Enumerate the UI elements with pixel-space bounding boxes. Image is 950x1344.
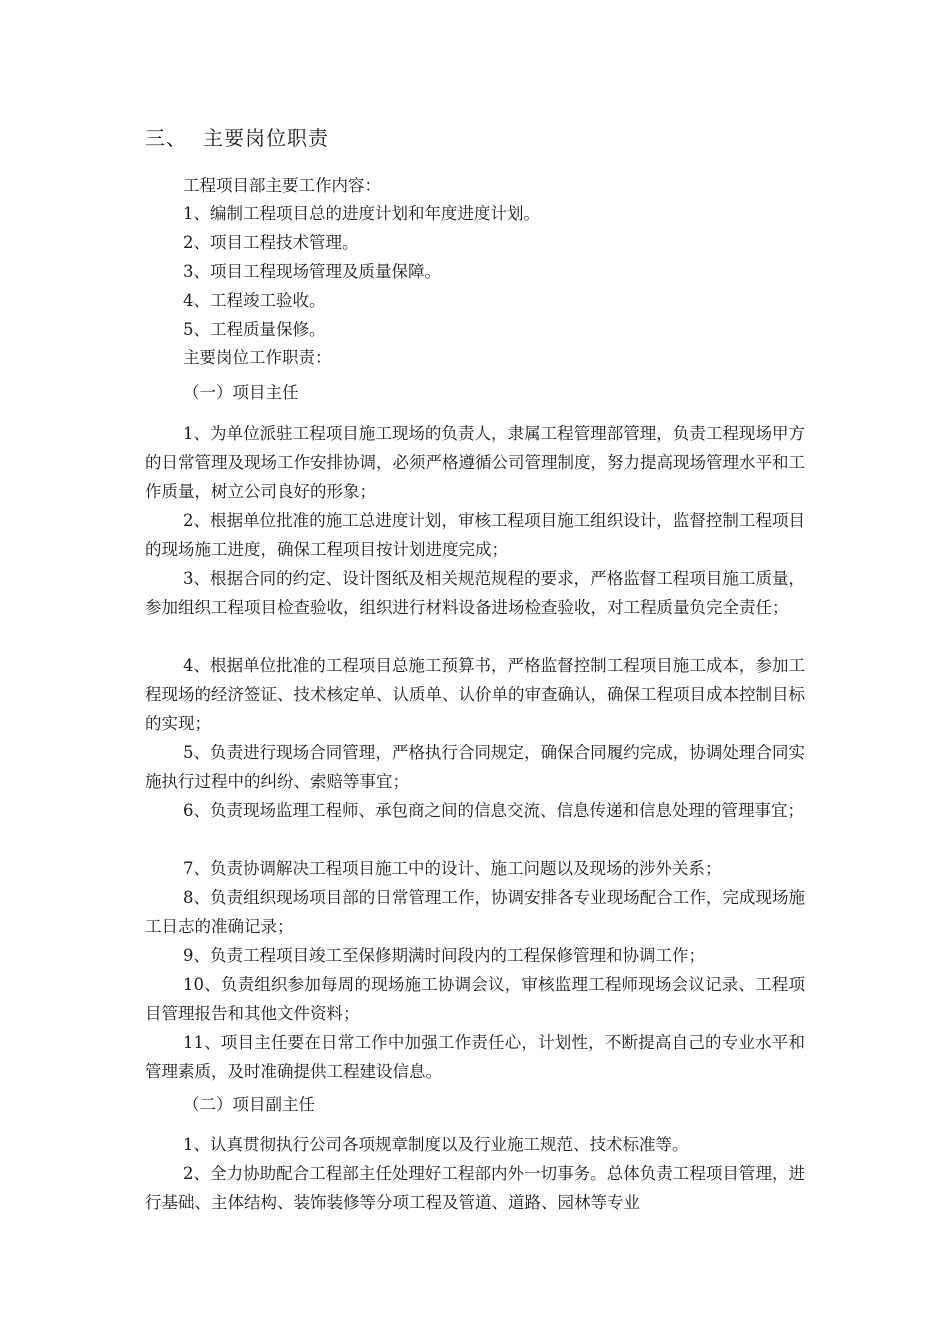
section1-item: 4、根据单位批准的工程项目总施工预算书，严格监督控制工程项目施工成本，参加工程现场的经济签证、技术核定单、认质单、认价单的审查确认，确保工程项目成本控制目标的实现； (145, 656, 805, 733)
work-item: 5、工程质量保修。 (183, 320, 326, 339)
section1-item: 8、负责组织现场项目部的日常管理工作，协调安排各专业现场配合工作，完成现场施工日志的准确记录； (145, 888, 805, 936)
section1-item: 9、负责工程项目竣工至保修期满时间段内的工程保修管理和协调工作； (183, 946, 705, 965)
section1-item: 7、负责协调解决工程项目施工中的设计、施工问题以及现场的涉外关系； (183, 859, 722, 878)
section1-item: 1、为单位派驻工程项目施工现场的负责人，隶属工程管理部管理，负责工程现场甲方的日常管理及现场工作安排协调，必须严格遵循公司管理制度，努力提高现场管理水平和工作质量，树立公司良好的形象； (145, 424, 805, 501)
work-item: 3、项目工程现场管理及质量保障。 (183, 262, 441, 281)
intro-line: 工程项目部主要工作内容： (183, 176, 381, 195)
duties-intro: 主要岗位工作职责： (183, 348, 332, 367)
section1-item: 11、项目主任要在日常工作中加强工作责任心，计划性，不断提高自己的专业水平和管理素质，及时准确提供工程建设信息。 (145, 1033, 805, 1081)
section1-item: 6、负责现场监理工程师、承包商之间的信息交流、信息传递和信息处理的管理事宜； (183, 801, 804, 820)
section-heading (145, 122, 329, 151)
section2-item: 2、全力协助配合工程部主任处理好工程部内外一切事务。总体负责工程项目管理，进行基础、主体结构、装饰装修等分项工程及管道、道路、园林等专业 (145, 1164, 805, 1212)
section1-item: 10、负责组织参加每周的现场施工协调会议，审核监理工程师现场会议记录、工程项目管理报告和其他文件资料； (145, 975, 805, 1023)
section1-item: 2、根据单位批准的施工总进度计划，审核工程项目施工组织设计，监督控制工程项目的现场施工进度，确保工程项目按计划进度完成； (145, 511, 805, 559)
work-item: 1、编制工程项目总的进度计划和年度进度计划。 (183, 204, 540, 223)
section1-item: 5、负责进行现场合同管理，严格执行合同规定，确保合同履约完成，协调处理合同实施执行过程中的纠纷、索赔等事宜； (145, 743, 805, 791)
work-item: 4、工程竣工验收。 (183, 291, 326, 310)
heading-title: 主要岗位职责 (203, 126, 329, 150)
heading-number: 三、 (145, 126, 187, 150)
section1-title: （一）项目主任 (183, 383, 299, 402)
section2-item: 1、认真贯彻执行公司各项规章制度以及行业施工规范、技术标准等。 (183, 1135, 689, 1154)
section2-title: （二）项目副主任 (183, 1095, 315, 1114)
work-item: 2、项目工程技术管理。 (183, 233, 359, 252)
section1-item: 3、根据合同的约定、设计图纸及相关规范规程的要求，严格监督工程项目施工质量，参加组织工程项目检查验收，组织进行材料设备进场检查验收，对工程质量负完全责任； (145, 569, 805, 617)
